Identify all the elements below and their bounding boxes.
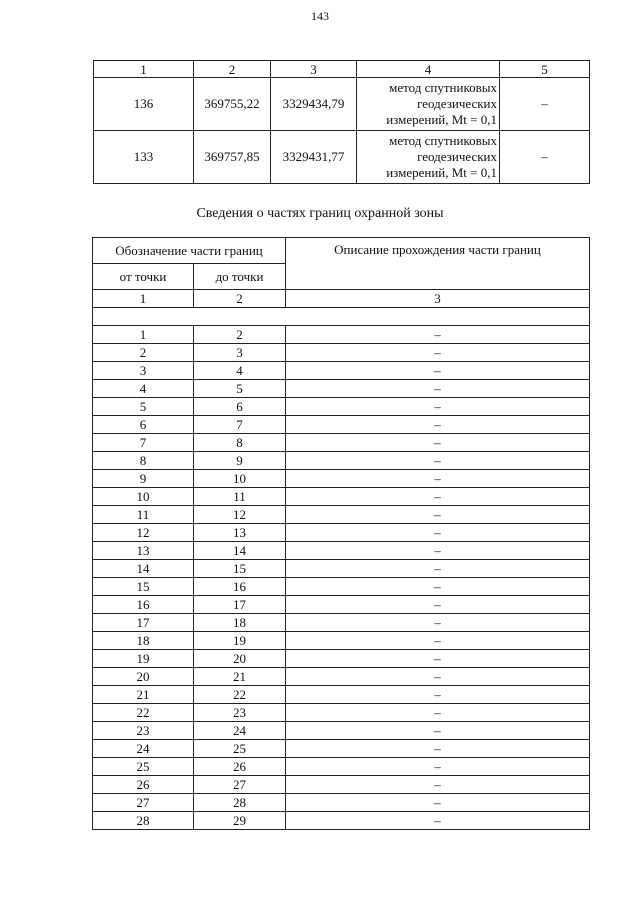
table-row [93,758,590,776]
header-from-point: от точки [93,264,194,290]
description-cell: – [286,524,590,542]
to-point-cell: 14 [194,542,286,560]
description-cell: – [286,560,590,578]
description-cell: – [286,668,590,686]
description-cell: – [286,326,590,344]
from-point-cell: 10 [93,488,194,506]
col-header-2: 2 [194,61,271,78]
to-point-cell: 22 [194,686,286,704]
description-cell: – [286,488,590,506]
table-row [93,812,590,830]
from-point-cell: 18 [93,632,194,650]
to-point-cell: 26 [194,758,286,776]
description-cell: – [286,758,590,776]
col-number: 3 [286,290,590,308]
section-title: Сведения о частях границ охранной зоны [196,206,444,221]
table-row [93,776,590,794]
method-line: измерений, Mt = 0,1 [386,112,497,127]
description-cell: – [286,776,590,794]
table-row [93,686,590,704]
to-point-cell: 24 [194,722,286,740]
description-cell: – [286,470,590,488]
from-point-cell: 16 [93,596,194,614]
header-to-point: до точки [194,264,286,290]
to-point-cell: 15 [194,560,286,578]
table-row [93,542,590,560]
to-point-cell: 17 [194,596,286,614]
to-point-cell: 2 [194,326,286,344]
col-header-3: 3 [271,61,357,78]
col-header-1: 1 [94,61,194,78]
to-point-cell: 7 [194,416,286,434]
table-row [94,131,590,184]
from-point-cell: 8 [93,452,194,470]
table-row [93,362,590,380]
from-point-cell: 9 [93,470,194,488]
method-line: геодезических [417,96,497,111]
column-number-row [93,290,590,308]
coordinates-table [93,60,590,184]
table-row [93,650,590,668]
table-row [93,560,590,578]
from-point-cell: 15 [93,578,194,596]
description-cell: – [286,542,590,560]
table-row [93,578,590,596]
from-point-cell: 20 [93,668,194,686]
to-point-cell: 3 [194,344,286,362]
to-point-cell: 13 [194,524,286,542]
from-point-cell: 27 [93,794,194,812]
table-row [93,416,590,434]
from-point-cell: 1 [93,326,194,344]
table-row [93,614,590,632]
to-point-cell: 20 [194,650,286,668]
from-point-cell: 14 [93,560,194,578]
point-cell: 133 [94,131,194,184]
to-point-cell: 23 [194,704,286,722]
from-point-cell: 11 [93,506,194,524]
description-cell: – [286,704,590,722]
description-cell: – [286,650,590,668]
description-cell: – [286,452,590,470]
from-point-cell: 22 [93,704,194,722]
y-cell: 3329434,79 [271,78,357,131]
description-cell: – [286,686,590,704]
header-description: Описание прохождения части границ [286,238,590,290]
description-cell: – [286,794,590,812]
table-row [93,452,590,470]
col-number: 1 [93,290,194,308]
to-point-cell: 29 [194,812,286,830]
to-point-cell: 19 [194,632,286,650]
from-point-cell: 4 [93,380,194,398]
from-point-cell: 21 [93,686,194,704]
from-point-cell: 28 [93,812,194,830]
table-row [93,596,590,614]
table-row [93,740,590,758]
from-point-cell: 13 [93,542,194,560]
description-cell: – [286,812,590,830]
coordinates-header-row [94,61,590,78]
to-point-cell: 25 [194,740,286,758]
to-point-cell: 28 [194,794,286,812]
to-point-cell: 6 [194,398,286,416]
from-point-cell: 6 [93,416,194,434]
table-row [93,506,590,524]
description-cell: – [286,596,590,614]
to-point-cell: 5 [194,380,286,398]
to-point-cell: 11 [194,488,286,506]
y-cell: 3329431,77 [271,131,357,184]
col-number: 2 [194,290,286,308]
table-row [93,344,590,362]
from-point-cell: 5 [93,398,194,416]
description-cell: – [286,506,590,524]
from-point-cell: 23 [93,722,194,740]
to-point-cell: 10 [194,470,286,488]
table-row [93,632,590,650]
boundary-parts-table [92,237,590,830]
note-cell: – [500,131,590,184]
table-row [93,398,590,416]
method-cell [357,131,500,184]
to-point-cell: 9 [194,452,286,470]
header-row-top [93,238,590,264]
table-row [93,794,590,812]
description-cell: – [286,632,590,650]
method-line: измерений, Mt = 0,1 [386,165,497,180]
table-row [93,488,590,506]
x-cell: 369757,85 [194,131,271,184]
to-point-cell: 21 [194,668,286,686]
from-point-cell: 17 [93,614,194,632]
method-line: метод спутниковых [389,80,497,95]
from-point-cell: 12 [93,524,194,542]
from-point-cell: 2 [93,344,194,362]
point-cell: 136 [94,78,194,131]
to-point-cell: 16 [194,578,286,596]
from-point-cell: 7 [93,434,194,452]
method-line: метод спутниковых [389,133,497,148]
from-point-cell: 3 [93,362,194,380]
description-cell: – [286,380,590,398]
method-line: геодезических [417,149,497,164]
description-cell: – [286,578,590,596]
col-header-5: 5 [500,61,590,78]
to-point-cell: 27 [194,776,286,794]
blank-separator-row [93,308,590,326]
from-point-cell: 19 [93,650,194,668]
blank-cell [93,308,590,326]
x-cell: 369755,22 [194,78,271,131]
note-cell: – [500,78,590,131]
description-cell: – [286,344,590,362]
table-row [94,78,590,131]
to-point-cell: 12 [194,506,286,524]
from-point-cell: 25 [93,758,194,776]
page-number: 143 [311,9,329,23]
from-point-cell: 24 [93,740,194,758]
table-row [93,434,590,452]
table-row [93,470,590,488]
table-row [93,668,590,686]
description-cell: – [286,434,590,452]
col-header-4: 4 [357,61,500,78]
table-row [93,704,590,722]
to-point-cell: 8 [194,434,286,452]
description-cell: – [286,740,590,758]
to-point-cell: 4 [194,362,286,380]
from-point-cell: 26 [93,776,194,794]
table-row [93,722,590,740]
table-row [93,524,590,542]
table-row [93,326,590,344]
description-cell: – [286,398,590,416]
header-parts: Обозначение части границ [93,238,286,264]
description-cell: – [286,722,590,740]
description-cell: – [286,416,590,434]
method-cell [357,78,500,131]
table-row [93,380,590,398]
description-cell: – [286,614,590,632]
to-point-cell: 18 [194,614,286,632]
description-cell: – [286,362,590,380]
